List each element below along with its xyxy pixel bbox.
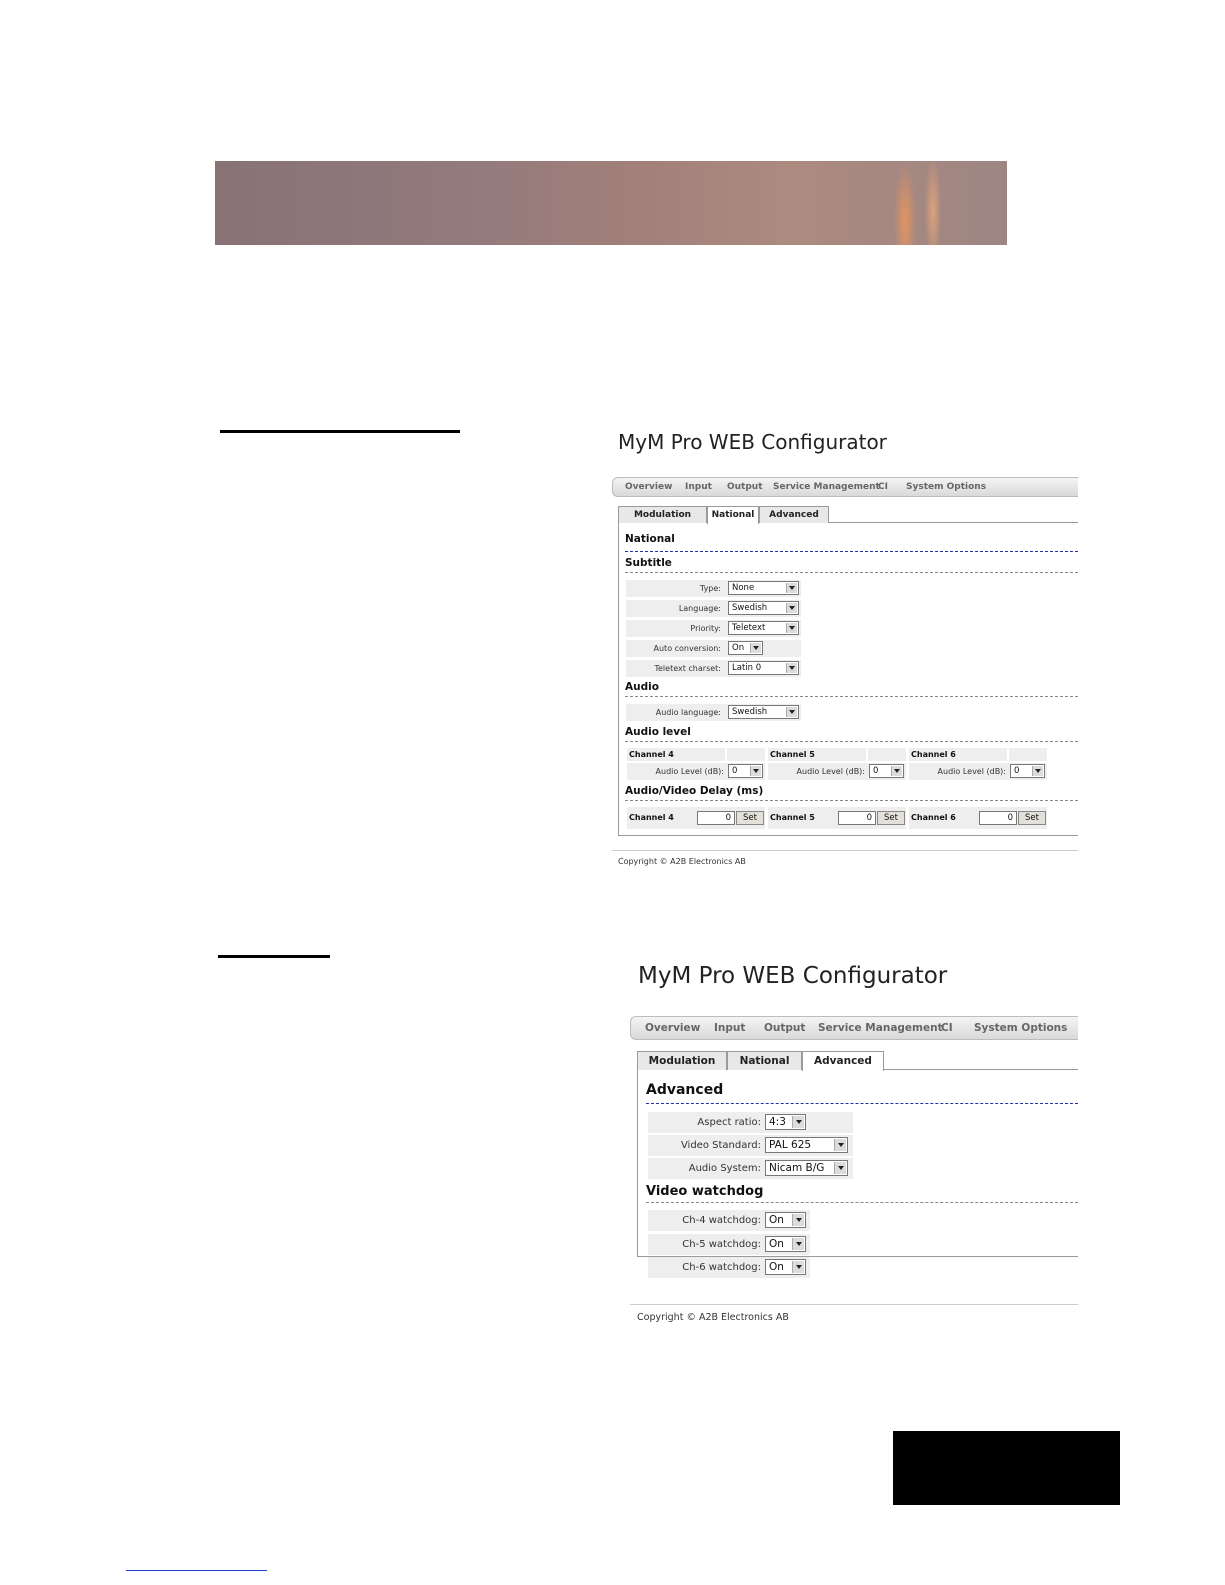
teletext-charset-row bbox=[626, 660, 801, 677]
chevron-down-icon bbox=[786, 603, 797, 613]
footer-link-rule bbox=[126, 1570, 267, 1571]
audio-section-title: Audio bbox=[625, 681, 659, 693]
chevron-down-icon bbox=[792, 1261, 804, 1273]
tab-national[interactable]: National bbox=[707, 506, 759, 524]
auto-conversion-row bbox=[626, 640, 801, 657]
audio-system-select[interactable]: Nicam B/G bbox=[765, 1160, 848, 1176]
nav-system-options[interactable]: System Options bbox=[974, 1022, 1068, 1034]
field-label: Auto conversion: bbox=[653, 644, 721, 653]
field-label: Audio System: bbox=[688, 1163, 761, 1174]
channel-4-label: Channel 4 bbox=[629, 813, 674, 822]
audio-system-row bbox=[648, 1158, 853, 1179]
nav-ci[interactable]: CI bbox=[878, 482, 888, 492]
field-label: Video Standard: bbox=[680, 1140, 761, 1151]
chevron-down-icon bbox=[1032, 766, 1043, 776]
video-watchdog-section-title: Video watchdog bbox=[646, 1184, 764, 1199]
subtitle-priority-select[interactable]: Teletext bbox=[728, 621, 799, 635]
audio-language-row bbox=[626, 704, 801, 721]
av-delay-section-title: Audio/Video Delay (ms) bbox=[625, 785, 764, 797]
ch4-watchdog-select[interactable]: On bbox=[765, 1212, 806, 1228]
field-label: Audio language: bbox=[655, 708, 721, 717]
nav-service-management[interactable]: Service Management bbox=[773, 482, 880, 492]
field-label: Priority: bbox=[690, 624, 721, 633]
channel-6-header: Channel 6 bbox=[909, 748, 1007, 761]
nav-overview[interactable]: Overview bbox=[625, 482, 673, 492]
aspect-ratio-row bbox=[648, 1112, 853, 1133]
aspect-ratio-select[interactable]: 4:3 bbox=[765, 1114, 806, 1130]
advanced-screenshot bbox=[630, 955, 1078, 1340]
ch5-watchdog-row bbox=[648, 1234, 810, 1255]
tab-modulation[interactable]: Modulation bbox=[637, 1051, 727, 1070]
page-heading: Advanced bbox=[646, 1082, 724, 1098]
field-label: Language: bbox=[678, 604, 721, 613]
video-standard-select[interactable]: PAL 625 bbox=[765, 1137, 848, 1153]
app-title: MyM Pro WEB Configurator bbox=[638, 963, 948, 989]
nav-input[interactable]: Input bbox=[714, 1022, 746, 1034]
channel-4-level-row bbox=[627, 763, 765, 780]
tab-advanced[interactable]: Advanced bbox=[802, 1051, 884, 1071]
field-label: Aspect ratio: bbox=[697, 1117, 761, 1128]
section-divider bbox=[625, 572, 1078, 573]
subtitle-type-select[interactable]: None bbox=[728, 581, 799, 595]
subtitle-language-select[interactable]: Swedish bbox=[728, 601, 799, 615]
channel-6-level-select[interactable]: 0 bbox=[1010, 764, 1045, 778]
subtitle-language-row bbox=[626, 600, 801, 617]
teletext-charset-select[interactable]: Latin 0 bbox=[728, 661, 799, 675]
section-underline-1 bbox=[220, 430, 460, 433]
field-label: Teletext charset: bbox=[654, 664, 721, 673]
ch6-watchdog-row bbox=[648, 1257, 810, 1278]
copyright-text: Copyright © A2B Electronics AB bbox=[618, 857, 746, 866]
field-label: Audio Level (dB): bbox=[796, 767, 865, 776]
channel-6-set-button[interactable]: Set bbox=[1018, 811, 1046, 825]
main-nav bbox=[630, 1016, 1078, 1040]
channel-6-level-row bbox=[909, 763, 1047, 780]
tab-national[interactable]: National bbox=[727, 1051, 802, 1070]
chevron-down-icon bbox=[786, 663, 797, 673]
chevron-down-icon bbox=[792, 1116, 804, 1128]
nav-service-management[interactable]: Service Management bbox=[818, 1022, 943, 1034]
ch5-watchdog-select[interactable]: On bbox=[765, 1236, 806, 1252]
audio-level-section-title: Audio level bbox=[625, 726, 691, 738]
section-divider bbox=[625, 800, 1078, 801]
channel-4-level-select[interactable]: 0 bbox=[728, 764, 763, 778]
channel-6-delay-input[interactable]: 0 bbox=[979, 811, 1017, 825]
section-divider bbox=[625, 696, 1078, 697]
nav-system-options[interactable]: System Options bbox=[906, 482, 987, 492]
channel-5-level-row bbox=[768, 763, 906, 780]
channel-5-set-button[interactable]: Set bbox=[877, 811, 905, 825]
channel-4-set-button[interactable]: Set bbox=[736, 811, 764, 825]
footer-divider bbox=[612, 850, 1078, 851]
ch6-watchdog-select[interactable]: On bbox=[765, 1259, 806, 1275]
page-number-box bbox=[893, 1431, 1120, 1505]
field-label: Ch-4 watchdog: bbox=[682, 1215, 761, 1226]
channel-6-label: Channel 6 bbox=[911, 813, 956, 822]
heading-divider bbox=[646, 1103, 1078, 1104]
chevron-down-icon bbox=[786, 583, 797, 593]
chevron-down-icon bbox=[891, 766, 902, 776]
nav-output[interactable]: Output bbox=[727, 482, 763, 492]
channel-5-delay-input[interactable]: 0 bbox=[838, 811, 876, 825]
chevron-down-icon bbox=[792, 1238, 804, 1250]
channel-5-label: Channel 5 bbox=[770, 813, 815, 822]
app-title: MyM Pro WEB Configurator bbox=[618, 430, 887, 454]
chevron-down-icon bbox=[750, 643, 761, 653]
channel-5-level-select[interactable]: 0 bbox=[869, 764, 904, 778]
subtitle-priority-row bbox=[626, 620, 801, 637]
nav-ci[interactable]: CI bbox=[941, 1022, 953, 1034]
audio-language-select[interactable]: Swedish bbox=[728, 705, 799, 719]
page-heading: National bbox=[625, 533, 675, 545]
main-nav bbox=[612, 477, 1078, 497]
section-underline-2 bbox=[218, 955, 330, 958]
nav-output[interactable]: Output bbox=[764, 1022, 806, 1034]
subtitle-section-title: Subtitle bbox=[625, 557, 672, 569]
channel-5-header: Channel 5 bbox=[768, 748, 866, 761]
field-label: Audio Level (dB): bbox=[937, 767, 1006, 776]
channel-header-spacer bbox=[868, 748, 906, 761]
copyright-text: Copyright © A2B Electronics AB bbox=[637, 1312, 789, 1323]
field-label: Ch-6 watchdog: bbox=[682, 1262, 761, 1273]
chevron-down-icon bbox=[786, 707, 797, 717]
field-label: Type: bbox=[699, 584, 721, 593]
nav-overview[interactable]: Overview bbox=[645, 1022, 701, 1034]
auto-conversion-select[interactable]: On bbox=[728, 641, 763, 655]
chevron-down-icon bbox=[792, 1214, 804, 1226]
chevron-down-icon bbox=[786, 623, 797, 633]
channel-4-delay-input[interactable]: 0 bbox=[697, 811, 735, 825]
field-label: Ch-5 watchdog: bbox=[682, 1239, 761, 1250]
tab-modulation[interactable]: Modulation bbox=[618, 506, 707, 523]
ch4-watchdog-row bbox=[648, 1210, 810, 1231]
channel-header-spacer bbox=[727, 748, 765, 761]
video-standard-row bbox=[648, 1135, 853, 1156]
footer-divider bbox=[630, 1304, 1078, 1305]
section-divider bbox=[646, 1202, 1078, 1203]
channel-header-spacer bbox=[1009, 748, 1047, 761]
nav-input[interactable]: Input bbox=[685, 482, 712, 492]
tab-advanced[interactable]: Advanced bbox=[759, 506, 829, 523]
heading-divider bbox=[625, 551, 1078, 552]
channel-4-header: Channel 4 bbox=[627, 748, 725, 761]
chevron-down-icon bbox=[834, 1139, 846, 1151]
national-screenshot bbox=[612, 420, 1078, 880]
section-divider bbox=[625, 741, 1078, 742]
field-label: Audio Level (dB): bbox=[655, 767, 724, 776]
chevron-down-icon bbox=[834, 1162, 846, 1174]
subtitle-type-row bbox=[626, 580, 801, 597]
header-banner-image bbox=[215, 161, 1007, 245]
chevron-down-icon bbox=[750, 766, 761, 776]
